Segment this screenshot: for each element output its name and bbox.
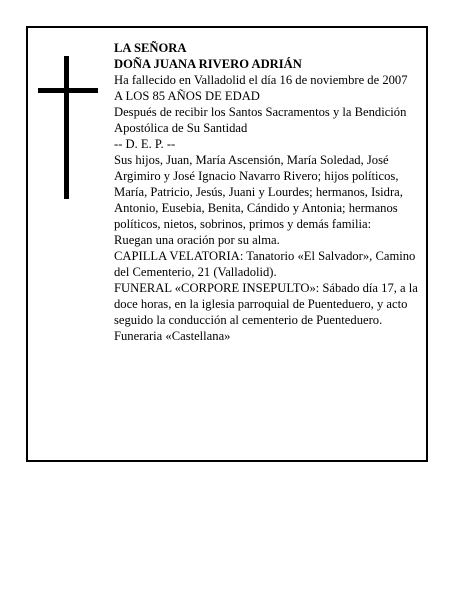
cross-horizontal-bar xyxy=(38,88,98,93)
sacraments-line: Después de recibir los Santos Sacramentos y la Bendición Apostólica de Su Santidad xyxy=(114,105,407,135)
age-line: A LOS 85 AÑOS DE EDAD xyxy=(114,89,260,103)
notice-heading-title: LA SEÑORA xyxy=(114,41,187,55)
notice-heading-name: DOÑA JUANA RIVERO ADRIÁN xyxy=(114,57,302,71)
obituary-notice xyxy=(26,26,428,462)
chapel-line: CAPILLA VELATORIA: Tanatorio «El Salvador», Camino del Cementerio, 21 (Valladolid). xyxy=(114,249,416,279)
rip-line: -- D. E. P. -- xyxy=(114,137,176,151)
cross-vertical-bar xyxy=(64,56,69,199)
funeral-home-line: Funeraria «Castellana» xyxy=(114,329,231,343)
prayer-line: Ruegan una oración por su alma. xyxy=(114,233,280,247)
death-announcement: Ha fallecido en Valladolid el día 16 de noviembre de 2007 xyxy=(114,73,408,87)
cross-icon xyxy=(38,56,98,199)
notice-body xyxy=(114,40,426,344)
family-line: Sus hijos, Juan, María Ascensión, María Soledad, José Argimiro y José Ignacio Navarro Rivero; hijos políticos, María, Patricio, Jesús, Juani y Lourdes; hermanos, Isidra, Antonio, Eusebia, Benita, Cándido y Antonia; hermanos políticos, nietos, sobrinos, primos y demás familia: xyxy=(114,153,403,231)
funeral-line: FUNERAL «CORPORE INSEPULTO»: Sábado día 17, a la doce horas, en la iglesia parroquial de Puenteduero, y acto seguido la conducción al cementerio de Puenteduero. xyxy=(114,281,418,327)
